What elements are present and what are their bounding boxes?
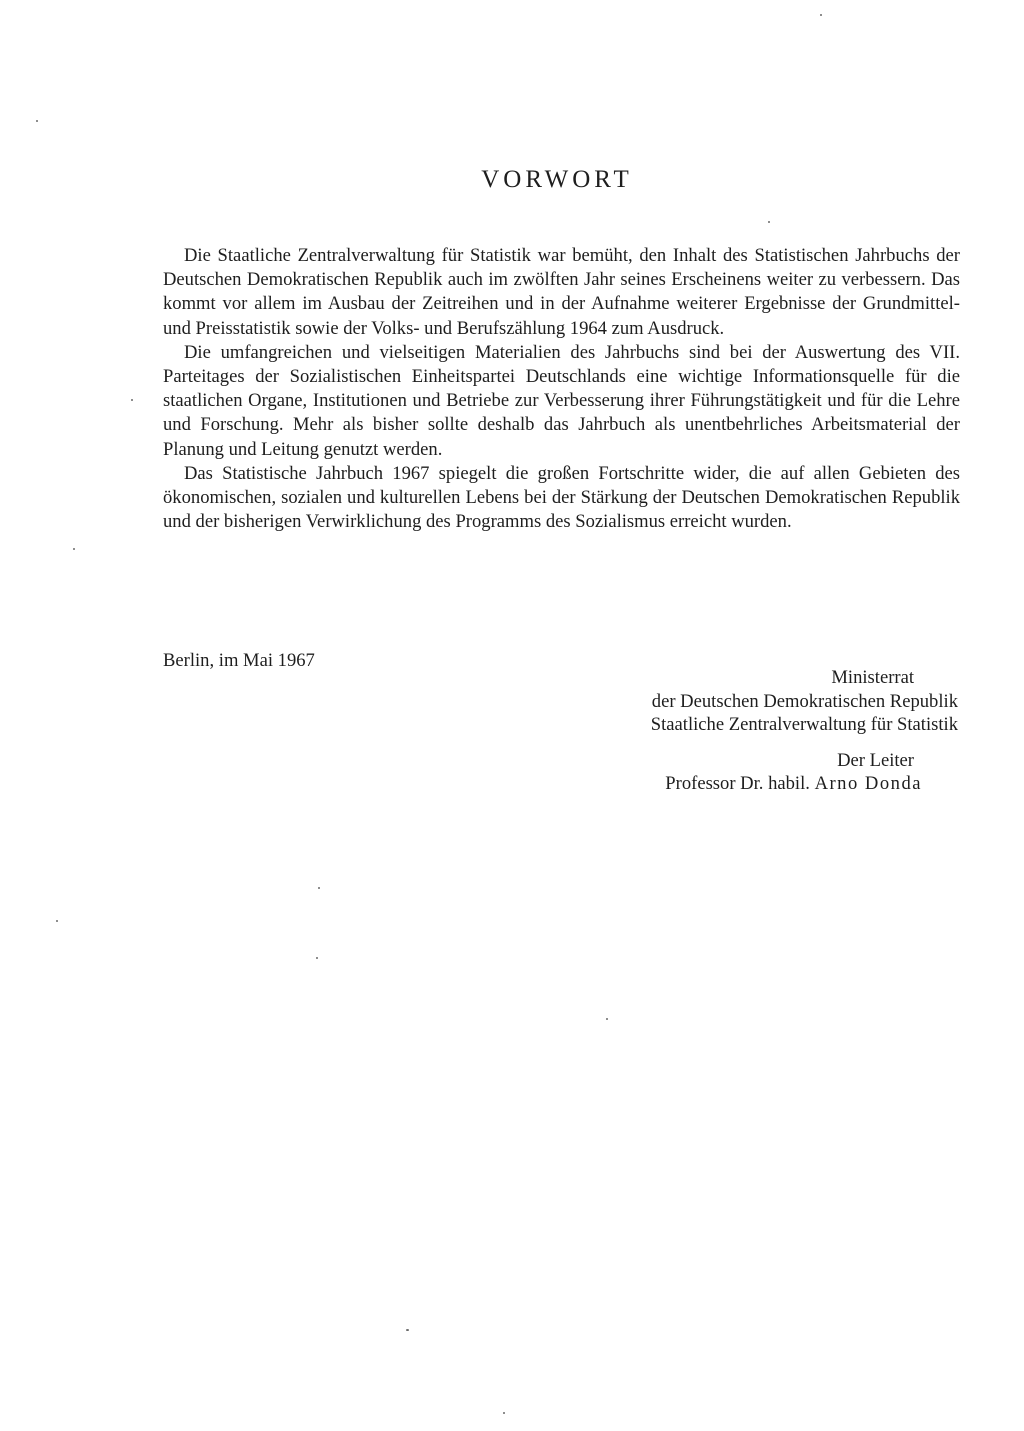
signatory-title: Professor Dr. habil.: [665, 773, 810, 794]
org-line-3: Staatliche Zentralverwaltung für Statistik: [650, 714, 958, 735]
scan-speck: [131, 399, 133, 401]
foreword-body: [163, 244, 960, 534]
scan-speck: [820, 14, 822, 16]
scan-speck: [56, 920, 58, 922]
paragraph-3: Das Statistische Jahrbuch 1967 spiegelt die großen Fortschritte wider, die auf allen Gebieten des ökonomischen, sozialen und kulturellen Lebens bei der Stärkung der Deutschen Demokratischen Republik und der bisherigen Verwirklichung des Programms des Sozialismus erreicht wurden.: [163, 462, 960, 533]
scan-speck: [36, 120, 38, 122]
signature-block: [538, 666, 958, 796]
scan-speck: [406, 1329, 409, 1331]
paragraph-1: Die Staatliche Zentralverwaltung für Statistik war bemüht, den Inhalt des Statistischen Jahrbuchs der Deutschen Demokratischen Republik auch im zwölften Jahr seines Erscheinens weiter zu verbessern. Das kommt vor allem im Ausbau der Zeitreihen und in der Aufnahme weiterer Ergebnisse der Grundmittel- und Preisstatistik sowie der Volks- und Berufszählung 1964 zum Ausdruck.: [163, 245, 960, 339]
scan-speck: [768, 221, 770, 223]
org-line-1: Ministerrat: [831, 667, 914, 688]
signatory: [538, 772, 922, 796]
signatory-role: Der Leiter: [837, 749, 914, 771]
signatory-name: Arno Donda: [814, 773, 922, 794]
scan-speck: [316, 957, 318, 959]
page-title: VORWORT: [481, 166, 633, 193]
scan-speck: [503, 1412, 505, 1414]
paragraph-2: Die umfangreichen und vielseitigen Materialien des Jahrbuchs sind bei der Auswertung des VII. Parteitages der Sozialistischen Einheitspartei Deutschlands eine wichtige Informationsquelle für die staatlichen Organe, Institutionen und Betriebe zur Verbesserung ihrer Führungstätigkeit und für die Lehre und Forschung. Mehr als bisher sollte deshalb das Jahrbuch als unentbehrliches Arbeitsmaterial der Planung und Leitung genutzt werden.: [163, 341, 960, 460]
scan-speck: [318, 887, 320, 889]
org-line-2: der Deutschen Demokratischen Republik: [651, 690, 958, 712]
place-date: Berlin, im Mai 1967: [163, 650, 315, 671]
scan-speck: [606, 1018, 608, 1020]
scan-speck: [73, 548, 75, 550]
